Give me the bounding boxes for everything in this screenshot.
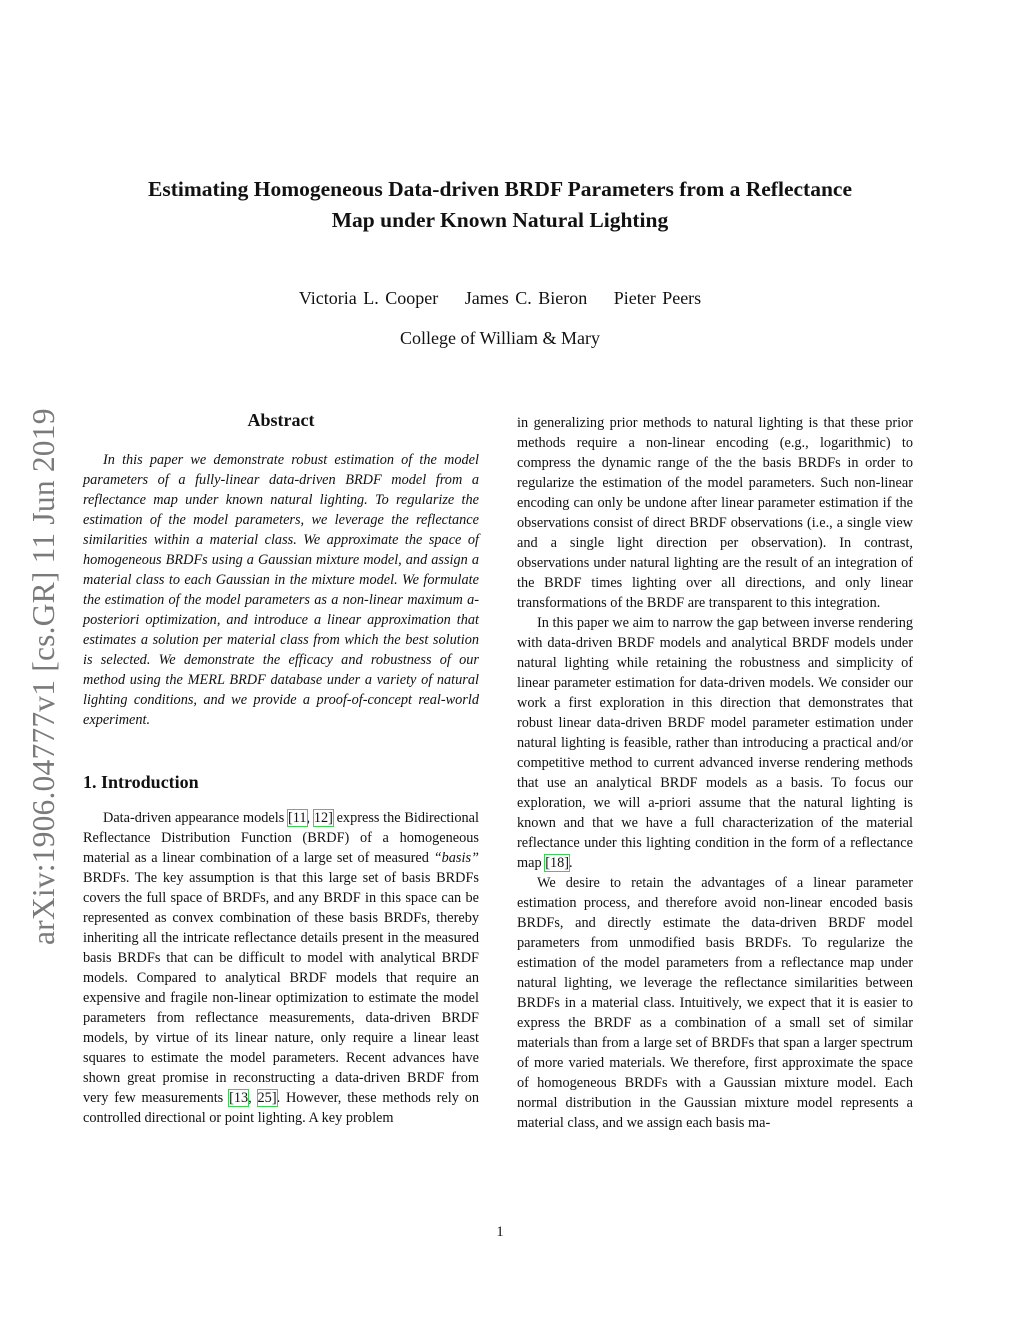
page-number: 1 bbox=[496, 1224, 504, 1240]
abstract-text: In this paper we demonstrate robust estimation of the model parameters of a fully-linear data-driven BRDF model from a reflectance map under known natural lighting. To regularize the estimation of the model parameters, we leverage the reflectance similarities within a material class. We approximate the space of homogeneous BRDFs using a Gaussian mixture model, and assign a material class to each Gaussian in the mixture model. We formulate the estimation of the model parameters as a non-linear maximum a-posteriori optimization, and introduce a linear approximation that estimates a solution per material class from which the best solution is selected. We demonstrate the efficacy and robustness of our method using the MERL BRDF database under a variety of natural lighting conditions, and we provide a proof-of-concept real-world experiment. bbox=[83, 452, 479, 728]
paragraph-text: In this paper we aim to narrow the gap between inverse rendering with data-driven BRDF models and analytical BRDF models under natural lighting while retaining the robustness and simplicity of linear parameter estimation for data-driven models. We consider our work a first exploration in this direction that demonstrates that robust linear data-driven BRDF model parameter estimation under natural lighting is feasible, rather than introducing a practical and/or competitive method to current advanced inverse rendering methods that use an analytical BRDF models as a basis. To focus our exploration, we will a-priori assume that the natural lighting is known and that we have a full characterization of the material reflectance under this lighting condition in the form of a reflectance map bbox=[517, 615, 913, 871]
citation-separator: , bbox=[248, 1090, 258, 1106]
citation-link[interactable]: 25] bbox=[257, 1090, 277, 1106]
author-name: Victoria L. Cooper bbox=[298, 288, 439, 308]
paragraph-text: . bbox=[569, 855, 573, 871]
section-heading-introduction: 1. Introduction bbox=[83, 772, 199, 792]
citation-link[interactable]: [11 bbox=[287, 810, 307, 826]
paragraph-text: . However, these methods rely on controlled directional or point lighting. A key problem bbox=[83, 1090, 479, 1126]
introduction-paragraph-1 bbox=[83, 808, 479, 1128]
introduction-paragraph-2 bbox=[517, 613, 913, 873]
citation-link[interactable]: [13 bbox=[229, 1090, 249, 1106]
abstract-heading: Abstract bbox=[247, 410, 315, 430]
right-column bbox=[517, 413, 913, 1133]
title-line-1: Estimating Homogeneous Data-driven BRDF Parameters from a Reflectance bbox=[148, 177, 852, 201]
author-name: James C. Bieron bbox=[464, 288, 588, 308]
author-list bbox=[60, 288, 940, 309]
paper-title bbox=[60, 174, 940, 236]
title-line-2: Map under Known Natural Lighting bbox=[331, 208, 669, 232]
citation-separator: , bbox=[306, 810, 314, 826]
author-name: Pieter Peers bbox=[613, 288, 702, 308]
paragraph-text: BRDFs. The key assumption is that this large set of basis BRDFs covers the full space of BRDFs, and any BRDF in this space can be represented as convex combination of these basis BRDFs, thereby inheriting all the intricate reflectance details present in the measured basis BRDFs that can be difficult to model with analytical BRDF models. Compared to analytical BRDF models that require an expensive and fragile non-linear optimization to estimate the model parameters from reflectance measurements, data-driven BRDF models, by virtue of its linear nature, only require a linear least squares to estimate the model parameters. Recent advances have shown great promise in reconstructing a data-driven BRDF from very few measurements bbox=[83, 870, 479, 1106]
introduction-paragraph-3: We desire to retain the advantages of a linear parameter estimation process, and therefore avoid non-linear encoded basis BRDFs, and directly estimate the data-driven BRDF model parameters from unmodified basis BRDFs. To regularize the estimation of the model parameters from a reflectance map under natural lighting, we leverage the reflectance similarities between BRDFs in a material class. Intuitively, we expect that it is easier to express the BRDF as a combination of a small set of similar materials than from a large set of BRDFs that span a larger spectrum of more varied materials. We therefore, first approximate the space of homogeneous BRDFs with a Gaussian mixture model. Each normal distribution in the Gaussian mixture model represents a material class, and we assign each basis ma- bbox=[517, 875, 913, 1131]
emphasized-term: “basis” bbox=[433, 850, 479, 866]
citation-link[interactable]: [18] bbox=[545, 855, 570, 871]
left-column bbox=[83, 410, 479, 1128]
paragraph-text: Data-driven appearance models bbox=[103, 810, 288, 826]
citation-link[interactable]: 12] bbox=[313, 810, 333, 826]
introduction-paragraph-continued: in generalizing prior methods to natural lighting is that these prior methods require a non-linear encoding (e.g., logarithmic) to compress the dynamic range of the the basis BRDFs in order to regularize the estimation of the model parameters. Such non-linear encoding can only be undone after linear parameter estimation if the observations consist of direct BRDF observations (i.e., a single view and a single light direction per observation). In contrast, observations under natural lighting are the result of an integration of the BRDF times lighting over all directions, and only linear transformations of the BRDF are transparent to this integration. bbox=[517, 415, 913, 611]
affiliation: College of William & Mary bbox=[400, 328, 600, 348]
paragraph-text: express the Bidirectional Reflectance Distribution Function (BRDF) of a homogeneous material as a linear combination of a large set of measured bbox=[83, 810, 479, 866]
arxiv-identifier: arXiv:1906.04777v1 [cs.GR] 11 Jun 2019 bbox=[26, 408, 61, 945]
